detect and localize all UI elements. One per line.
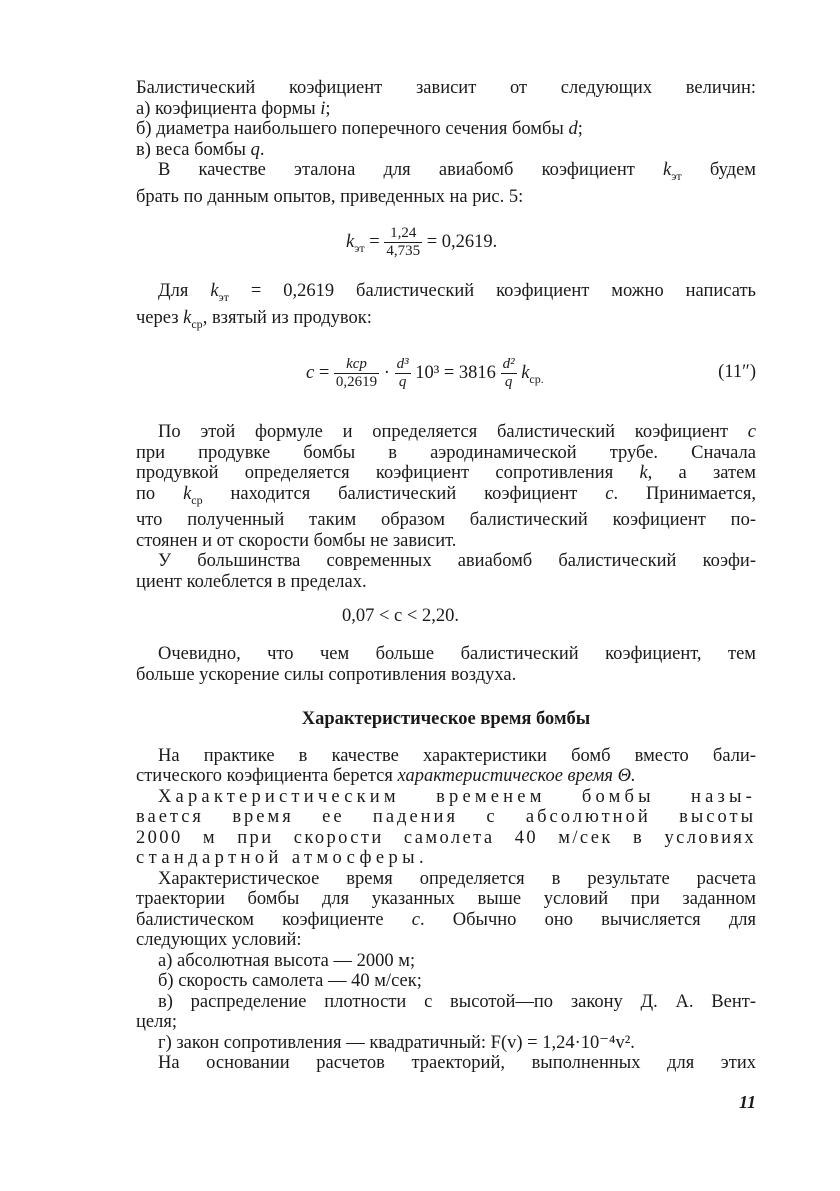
para8-line2: траектории бомбы для указанных выше условий при заданном [136,889,756,909]
para7-line2: вается время ее падения с абсолютной высоты [136,807,756,827]
para1-line1: Балистический коэфициент зависит от следующих величин: [136,78,756,98]
para4-line1: У большинства современных авиабомб балистический коэфи- [158,551,756,571]
condition-g: г) закон сопротивления — квадратичный: F(v) = 1,24·10⁻⁴v². [158,1032,635,1053]
para1-line5: В качестве эталона для авиабомб коэфициент $k_{эт}$ будем [158,160,756,183]
page-number: 11 [738,1092,756,1112]
formula-11: c = $\frac{\text{kср}}{0,2619}$ · $\frac{\text{d³}}{q}$ 10³ = 3816 $\frac{\text{d²}}{q}$ $k_{ср.}$ (11″) [306,356,756,390]
condition-v-line1: в) распределение плотности с высотой—по закону Д. А. Вент- [158,991,756,1012]
formula-k-et: $k_{эт}$ = $\frac{1,24}{4,735}$ = 0,2619. [346,225,498,259]
para1-line4: в) веса бомбы q. [136,139,265,160]
para3-line2: при продувке бомбы в аэродинамической трубе. Сначала [136,442,756,463]
para2-line2: через $k_{ср}$, взятый из продувок: [136,307,372,331]
para8-line4: следующих условий: [136,930,302,950]
condition-v-line2: целя; [136,1012,177,1032]
para3-line4: по $k_{ср}$ находится балистический коэфициент c. Принимается, [136,483,756,507]
para8-line1: Характеристическое время определяется в результате расчета [158,868,756,889]
para1-line2: а) коэфициента формы i; [136,98,331,119]
condition-a: а) абсолютная высота — 2000 м; [158,950,416,971]
para7-line4: стандартной атмосферы. [136,848,428,868]
page-body [136,78,756,1074]
condition-b: б) скорость самолета — 40 м/сек; [158,971,422,991]
para1-line6: брать по данным опытов, приведенных на рис. 5: [136,186,524,207]
last-line: На основании расчетов траекторий, выполненных для этих [158,1053,756,1073]
para7-line1: Характеристическим временем бомбы назы- [158,786,756,807]
para3-line6: стоянен и от скорости бомбы не зависит. [136,530,457,551]
para5-line1: Очевидно, что чем больше балистический коэфициент, тем [158,644,756,664]
para1-line3: б) диаметра наибольшего поперечного сечения бомбы d; [136,119,583,139]
section-heading: Характеристическое время бомбы [301,709,591,729]
equation-label: (11″) [718,362,756,382]
para6-line2: стического коэфициента берется характеристическое время Θ. [136,766,636,786]
inequality: 0,07 < c < 2,20. [342,606,459,626]
para2-line1: Для $k_{эт} = 0,2619$ балистический коэфициент можно написать [158,281,756,304]
para6-line1: На практике в качестве характеристики бомб вместо бали- [158,745,756,766]
para3-line3: продувкой определяется коэфициент сопротивления k, а затем [136,463,757,483]
para5-line2: больше ускорение силы сопротивления воздуха. [136,664,517,685]
para7-line3: 2000 м при скорости самолета 40 м/сек в условиях [136,827,756,848]
para3-line5: что полученный таким образом балистический коэфициент по- [136,510,756,530]
para3-line1: По этой формуле и определяется балистический коэфициент c [158,422,756,442]
para8-line3: балистическом коэфициенте c. Обычно оно вычисляется для [136,909,757,930]
para4-line2: циент колеблется в пределах. [136,571,367,592]
